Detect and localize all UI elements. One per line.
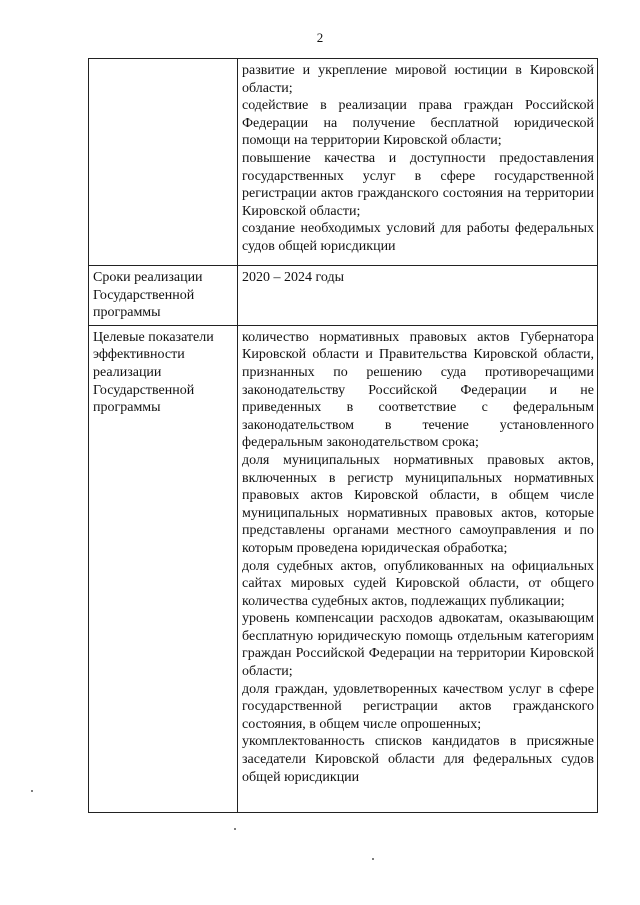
content-item: 2020 – 2024 годы <box>242 270 345 285</box>
row-content-cell <box>238 266 598 326</box>
table-row <box>89 266 598 326</box>
content-item: доля граждан, удовлетворенных качеством услуг в сфере государственной регистрации актов гражданского состояния, в общем числе опрошенных; <box>242 681 594 732</box>
content-item: уровень компенсации расходов адвокатам, оказывающим бесплатную юридическую помощь отдельным категориям граждан Российской Федерации на территории Кировской области; <box>242 611 594 680</box>
program-passport-table <box>88 58 598 813</box>
content-item: доля муниципальных нормативных правовых актов, включенных в регистр муниципальных нормативных правовых актов Кировской области, в общем числе муниципальных нормативных правовых актов, которые представлены органами местного самоуправления и по которым проведена юридическая обработка; <box>242 452 594 556</box>
page-number: 2 <box>316 30 324 45</box>
content-item: создание необходимых условий для работы федеральных судов общей юрисдикции <box>242 221 594 254</box>
content-item: развитие и укрепление мировой юстиции в Кировской области; <box>242 63 594 96</box>
content-item: укомплектованность списков кандидатов в присяжные заседатели Кировской области для федеральных судов общей юрисдикции <box>242 734 594 785</box>
content-item: количество нормативных правовых актов Губернатора Кировской области и Правительства Кировской области, признанных по решению суда противоречащими законодательству Российской Федерации и не приведенных в соответствие с федеральным законодательством в течение установленного федеральным законодательством срока; <box>242 329 594 451</box>
row-content-cell <box>238 325 598 812</box>
row-label-cell: Целевые показатели эффективности реализации Государственной программы <box>89 325 238 812</box>
row-content-cell <box>238 59 598 266</box>
row-label-cell <box>89 59 238 266</box>
scan-speck <box>234 828 236 830</box>
table-row <box>89 325 598 812</box>
row-label-cell: Сроки реализации Государственной программы <box>89 266 238 326</box>
scan-speck <box>372 858 374 860</box>
content-item: повышение качества и доступности предоставления государственных услуг в сфере государственной регистрации актов гражданского состояния на территории Кировской области; <box>242 150 594 219</box>
table-row <box>89 59 598 266</box>
content-item: содействие в реализации права граждан Российской Федерации на получение бесплатной юридической помощи на территории Кировской области; <box>242 98 594 149</box>
content-item: доля судебных актов, опубликованных на официальных сайтах мировых судей Кировской области, от общего количества судебных актов, подлежащих публикации; <box>242 558 594 609</box>
scan-speck <box>31 790 33 792</box>
